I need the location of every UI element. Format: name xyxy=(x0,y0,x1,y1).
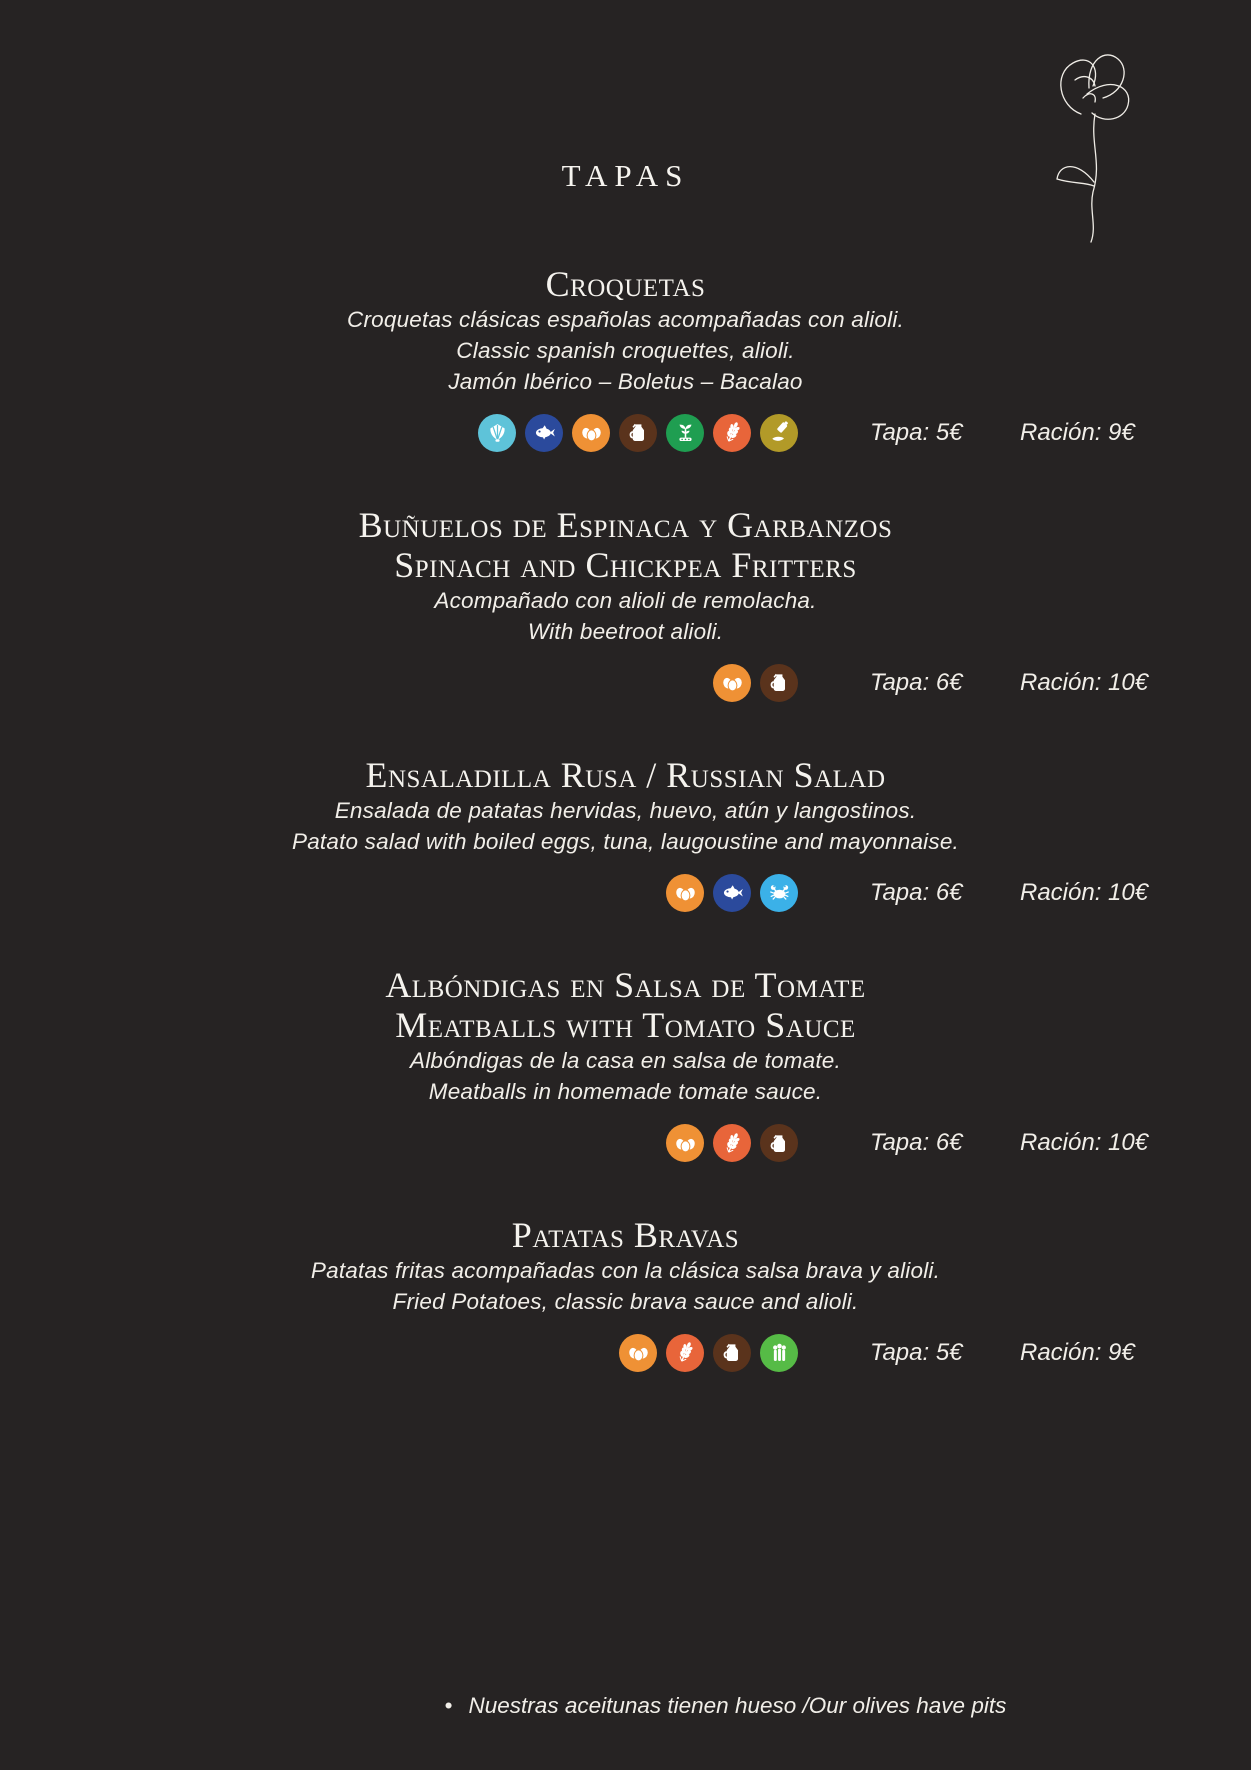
allergen-icons xyxy=(666,1124,798,1162)
dish-description-line: Jamón Ibérico – Boletus – Bacalao xyxy=(448,368,803,394)
gluten-icon xyxy=(666,1334,704,1372)
soya-icon xyxy=(666,414,704,452)
dish-name: Albóndigas en Salsa de Tomate xyxy=(385,964,866,1005)
dish-description-line: Classic spanish croquettes, alioli. xyxy=(456,338,795,364)
dish-name-group xyxy=(0,965,1251,1046)
milk-icon xyxy=(760,664,798,702)
page-title: TAPAS xyxy=(561,158,690,193)
eggs-icon xyxy=(666,874,704,912)
dish-descriptions xyxy=(0,797,1251,857)
allergen-icons xyxy=(666,874,798,912)
dish-description-line: Acompañado con alioli de remolacha. xyxy=(434,588,817,614)
dish-name: Buñuelos de Espinaca y Garbanzos xyxy=(358,504,893,545)
dish-name-group xyxy=(0,1215,1251,1255)
celery-icon xyxy=(760,1334,798,1372)
dish-footer-row xyxy=(0,1121,1251,1165)
tapa-price: Tapa: 5€ xyxy=(870,1338,963,1366)
tapa-price: Tapa: 6€ xyxy=(870,1129,963,1157)
allergen-icons xyxy=(478,414,798,452)
dish-name: Meatballs with Tomato Sauce xyxy=(395,1005,856,1046)
flower-line-art-icon xyxy=(1031,34,1143,248)
footer-note-text: Nuestras aceitunas tienen hueso /Our olives have pits xyxy=(468,1693,1007,1718)
dish-description-line: With beetroot alioli. xyxy=(527,619,724,645)
dish-footer-row xyxy=(0,661,1251,705)
eggs-icon xyxy=(713,664,751,702)
dish-name: Ensaladilla Rusa / Russian Salad xyxy=(365,754,886,795)
dish-name: Croquetas xyxy=(545,264,706,304)
dish-description-line: Meatballs in homemade tomate sauce. xyxy=(428,1079,823,1105)
dish-footer-row xyxy=(0,1331,1251,1375)
dish-name-group xyxy=(0,755,1251,795)
dish-descriptions xyxy=(0,1047,1251,1107)
menu-item xyxy=(0,1215,1251,1375)
gluten-icon xyxy=(713,1124,751,1162)
dish-description-line: Croquetas clásicas españolas acompañadas con alioli. xyxy=(347,307,904,333)
footer-bullet: • xyxy=(444,1693,453,1718)
dish-name-group xyxy=(0,505,1251,586)
tapa-price: Tapa: 6€ xyxy=(870,668,963,696)
allergen-icons xyxy=(619,1334,798,1372)
milk-icon xyxy=(713,1334,751,1372)
dish-description-line: Albóndigas de la casa en salsa de tomate. xyxy=(410,1048,841,1074)
dish-description-line: Ensalada de patatas hervidas, huevo, atún y langostinos. xyxy=(334,798,917,824)
racion-price: Ración: 9€ xyxy=(1020,418,1135,446)
allergen-icons xyxy=(713,664,798,702)
milk-icon xyxy=(619,414,657,452)
dish-description-line: Patatas fritas acompañadas con la clásica salsa brava y alioli. xyxy=(310,1258,941,1284)
menu-list xyxy=(0,264,1251,1375)
dish-footer-row xyxy=(0,871,1251,915)
gluten-icon xyxy=(713,414,751,452)
fish-icon xyxy=(525,414,563,452)
tapa-price: Tapa: 5€ xyxy=(870,418,963,446)
dish-footer-row xyxy=(0,411,1251,455)
crustaceans-icon xyxy=(760,874,798,912)
tapa-price: Tapa: 6€ xyxy=(870,878,963,906)
footer-note xyxy=(100,1693,1251,1719)
dish-description-line: Patato salad with boiled eggs, tuna, laugoustine and mayonnaise. xyxy=(291,829,959,855)
racion-price: Ración: 9€ xyxy=(1020,1338,1135,1366)
molluscs-icon xyxy=(478,414,516,452)
dish-name: Patatas Bravas xyxy=(511,1215,740,1256)
dish-descriptions xyxy=(0,306,1251,396)
racion-price: Ración: 10€ xyxy=(1020,878,1149,906)
mustard-icon xyxy=(760,414,798,452)
dish-name: Spinach and Chickpea Fritters xyxy=(394,545,857,586)
dish-name-group xyxy=(0,264,1251,304)
milk-icon xyxy=(760,1124,798,1162)
fish-icon xyxy=(713,874,751,912)
racion-price: Ración: 10€ xyxy=(1020,1129,1149,1157)
racion-price: Ración: 10€ xyxy=(1020,668,1149,696)
menu-item xyxy=(0,755,1251,915)
dish-descriptions xyxy=(0,587,1251,647)
eggs-icon xyxy=(572,414,610,452)
eggs-icon xyxy=(666,1124,704,1162)
menu-item xyxy=(0,965,1251,1165)
menu-item xyxy=(0,505,1251,705)
dish-descriptions xyxy=(0,1257,1251,1317)
eggs-icon xyxy=(619,1334,657,1372)
menu-item xyxy=(0,264,1251,455)
dish-description-line: Fried Potatoes, classic brava sauce and alioli. xyxy=(392,1289,859,1315)
